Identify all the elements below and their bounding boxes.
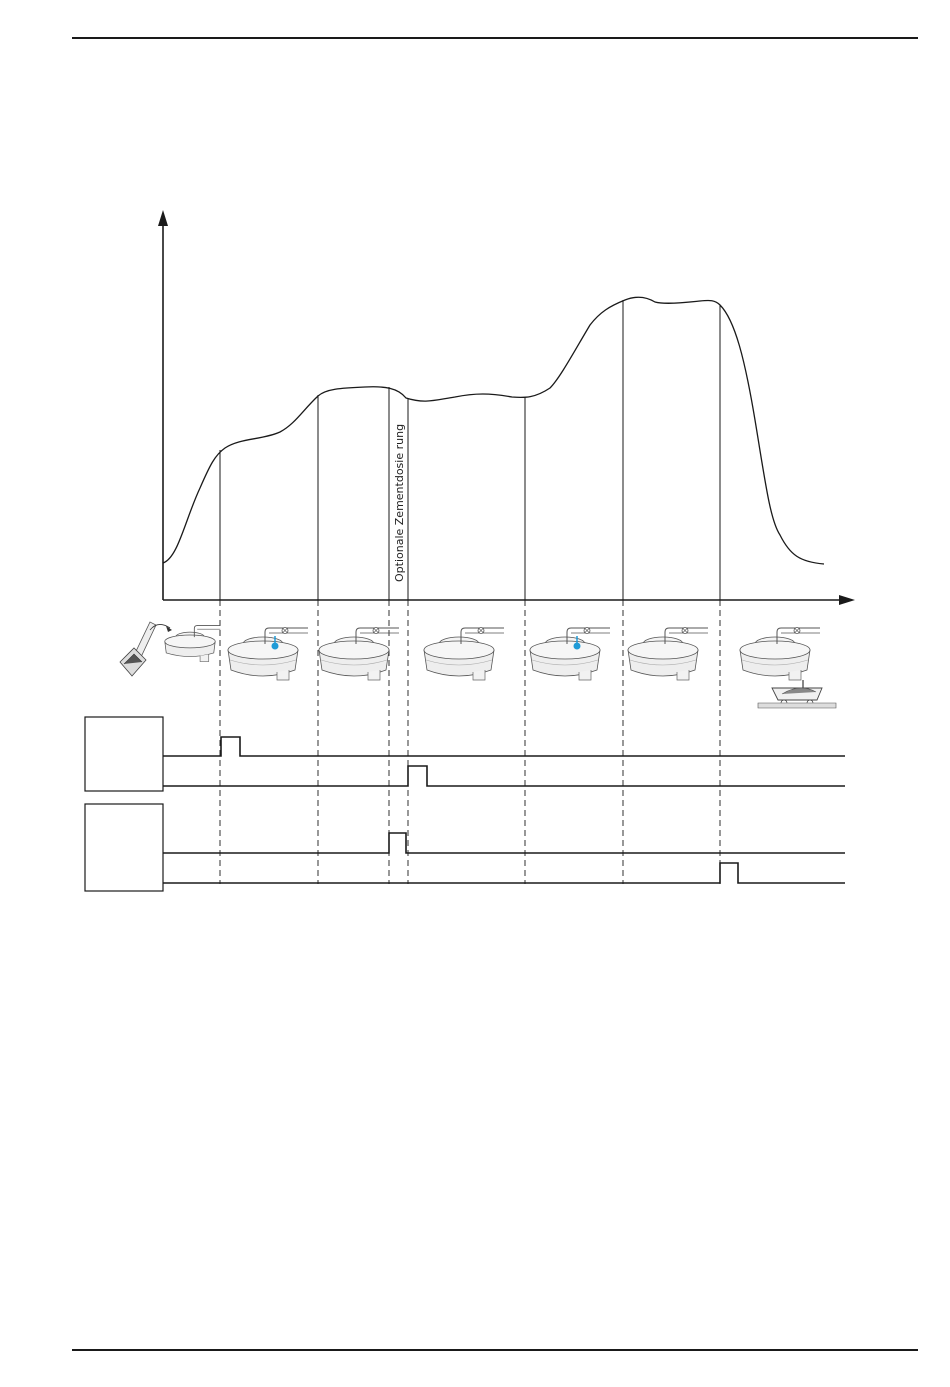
signal-traces <box>163 737 845 883</box>
stage-water-dosing-icon-1 <box>228 628 308 681</box>
signal-trace-4 <box>163 863 845 883</box>
cement-dosing-label: Optionale Zementdosie rung <box>393 423 406 582</box>
axes <box>158 210 855 605</box>
stage-mixing-icon-2 <box>424 628 504 681</box>
signal-trace-1 <box>163 737 845 756</box>
phase-lines <box>220 300 720 600</box>
signal-box-1 <box>85 717 163 791</box>
x-axis-arrow <box>839 595 855 605</box>
stage-loading-icon <box>120 622 220 676</box>
stage-discharge-icon <box>740 628 836 709</box>
signal-trace-3 <box>163 833 845 853</box>
signal-box-2 <box>85 804 163 891</box>
load-curve <box>163 297 824 564</box>
stage-water-dosing-icon-2 <box>530 628 610 681</box>
signal-trace-2 <box>163 766 845 786</box>
stage-mixing-icon-1 <box>319 628 399 681</box>
y-axis-arrow <box>158 210 168 226</box>
stage-mixing-icon-3 <box>628 628 708 681</box>
